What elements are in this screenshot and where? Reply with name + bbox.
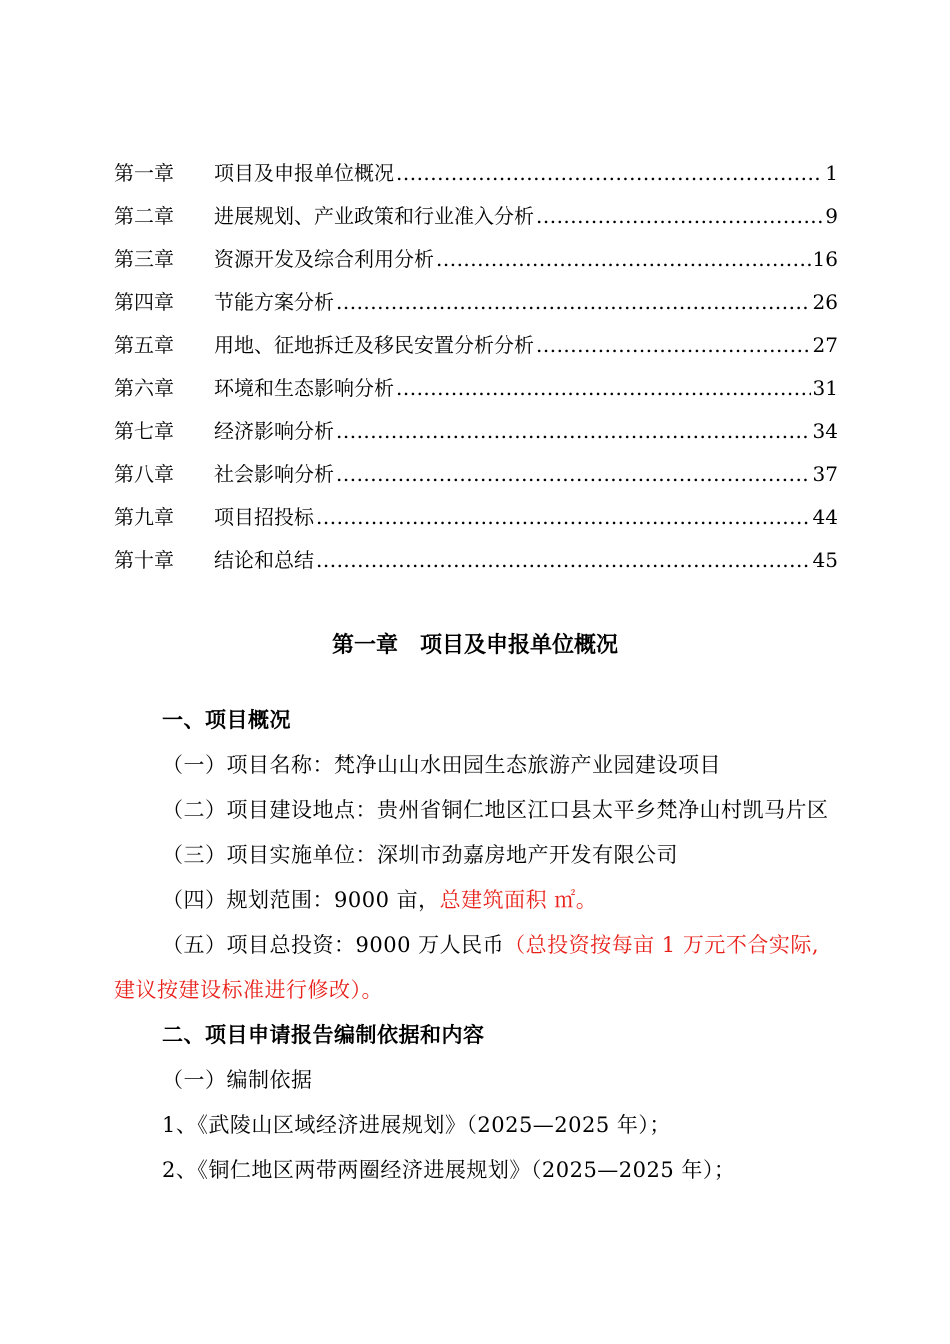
toc-entry[interactable] bbox=[114, 238, 838, 281]
toc-chapter-title: 环境和生态影响分析 bbox=[214, 376, 394, 400]
toc-entry[interactable] bbox=[114, 496, 838, 539]
toc-dot-leader bbox=[336, 281, 811, 324]
planning-scope-annotation: 总建筑面积 ㎡。 bbox=[439, 888, 598, 912]
document-body bbox=[114, 698, 838, 1193]
chapter-heading-title: 项目及申报单位概况 bbox=[420, 633, 619, 658]
toc-chapter-number: 第二章 bbox=[114, 204, 174, 228]
project-name-paragraph: （一）项目名称：梵净山山水田园生态旅游产业园建设项目 bbox=[162, 753, 721, 777]
chapter-heading bbox=[0, 628, 950, 659]
toc-dot-leader bbox=[316, 539, 811, 582]
toc-chapter-number: 第十章 bbox=[114, 548, 174, 572]
toc-dot-leader bbox=[336, 410, 811, 453]
toc-page-number: 34 bbox=[812, 419, 838, 443]
toc-chapter-title: 结论和总结 bbox=[214, 548, 314, 572]
toc-chapter-title: 用地、征地拆迁及移民安置分析分析 bbox=[214, 333, 534, 357]
toc-entry[interactable] bbox=[114, 410, 838, 453]
toc-dot-leader bbox=[336, 453, 811, 496]
toc-dot-leader bbox=[436, 238, 811, 281]
toc-chapter-number: 第八章 bbox=[114, 462, 174, 486]
total-investment-text: （五）项目总投资：9000 万人民币 bbox=[162, 933, 505, 957]
toc-page-number: 45 bbox=[812, 548, 838, 572]
chapter-heading-number: 第一章 bbox=[331, 633, 398, 658]
toc-chapter-title: 项目招投标 bbox=[214, 505, 314, 529]
project-unit-paragraph: （三）项目实施单位：深圳市劲嘉房地产开发有限公司 bbox=[162, 843, 678, 867]
toc-chapter-number: 第三章 bbox=[114, 247, 174, 271]
toc-page-number: 44 bbox=[812, 505, 838, 529]
toc-dot-leader bbox=[396, 152, 823, 195]
toc-entry[interactable] bbox=[114, 539, 838, 582]
toc-entry[interactable] bbox=[114, 367, 838, 410]
toc-entry[interactable] bbox=[114, 453, 838, 496]
toc-chapter-title: 社会影响分析 bbox=[214, 462, 334, 486]
total-investment-annotation: （总投资按每亩 1 万元不合实际,建议按建设标准进行修改）。 bbox=[114, 933, 820, 1002]
toc-chapter-number: 第一章 bbox=[114, 161, 174, 185]
toc-dot-leader bbox=[536, 324, 811, 367]
total-investment-paragraph bbox=[114, 923, 838, 1013]
planning-scope-text: （四）规划范围：9000 亩， bbox=[162, 888, 440, 912]
planning-scope-paragraph bbox=[114, 878, 838, 923]
toc-chapter-number: 第九章 bbox=[114, 505, 174, 529]
toc-chapter-number: 第四章 bbox=[114, 290, 174, 314]
basis-item: 2、《铜仁地区两带两圈经济进展规划》（2025—2025 年）； bbox=[162, 1158, 736, 1182]
toc-page-number: 37 bbox=[812, 462, 838, 486]
toc-chapter-number: 第六章 bbox=[114, 376, 174, 400]
toc-entry[interactable] bbox=[114, 195, 838, 238]
toc-page-number: 1 bbox=[825, 161, 838, 185]
toc-chapter-title: 进展规划、产业政策和行业准入分析 bbox=[214, 204, 534, 228]
toc-page-number: 27 bbox=[812, 333, 838, 357]
toc-chapter-title: 经济影响分析 bbox=[214, 419, 334, 443]
toc-entry[interactable] bbox=[114, 281, 838, 324]
toc-dot-leader bbox=[396, 367, 811, 410]
toc-chapter-title: 项目及申报单位概况 bbox=[214, 161, 394, 185]
toc-page-number: 26 bbox=[812, 290, 838, 314]
toc-entry[interactable] bbox=[114, 324, 838, 367]
toc-dot-leader bbox=[316, 496, 811, 539]
section-heading-project-overview: 一、项目概况 bbox=[162, 708, 291, 732]
toc-page-number: 9 bbox=[825, 204, 838, 228]
toc-chapter-title: 资源开发及综合利用分析 bbox=[214, 247, 434, 271]
toc-chapter-title: 节能方案分析 bbox=[214, 290, 334, 314]
toc-entry[interactable] bbox=[114, 152, 838, 195]
project-location-paragraph: （二）项目建设地点：贵州省铜仁地区江口县太平乡梵净山村凯马片区 bbox=[162, 798, 829, 822]
compilation-basis-subheading: （一）编制依据 bbox=[162, 1068, 313, 1092]
toc-chapter-number: 第七章 bbox=[114, 419, 174, 443]
toc-page-number: 16 bbox=[812, 247, 838, 271]
section-heading-basis-and-content: 二、项目申请报告编制依据和内容 bbox=[162, 1023, 485, 1047]
table-of-contents bbox=[114, 152, 838, 582]
basis-item: 1、《武陵山区域经济进展规划》（2025—2025 年）； bbox=[162, 1113, 671, 1137]
toc-dot-leader bbox=[536, 195, 823, 238]
toc-chapter-number: 第五章 bbox=[114, 333, 174, 357]
toc-page-number: 31 bbox=[812, 376, 838, 400]
